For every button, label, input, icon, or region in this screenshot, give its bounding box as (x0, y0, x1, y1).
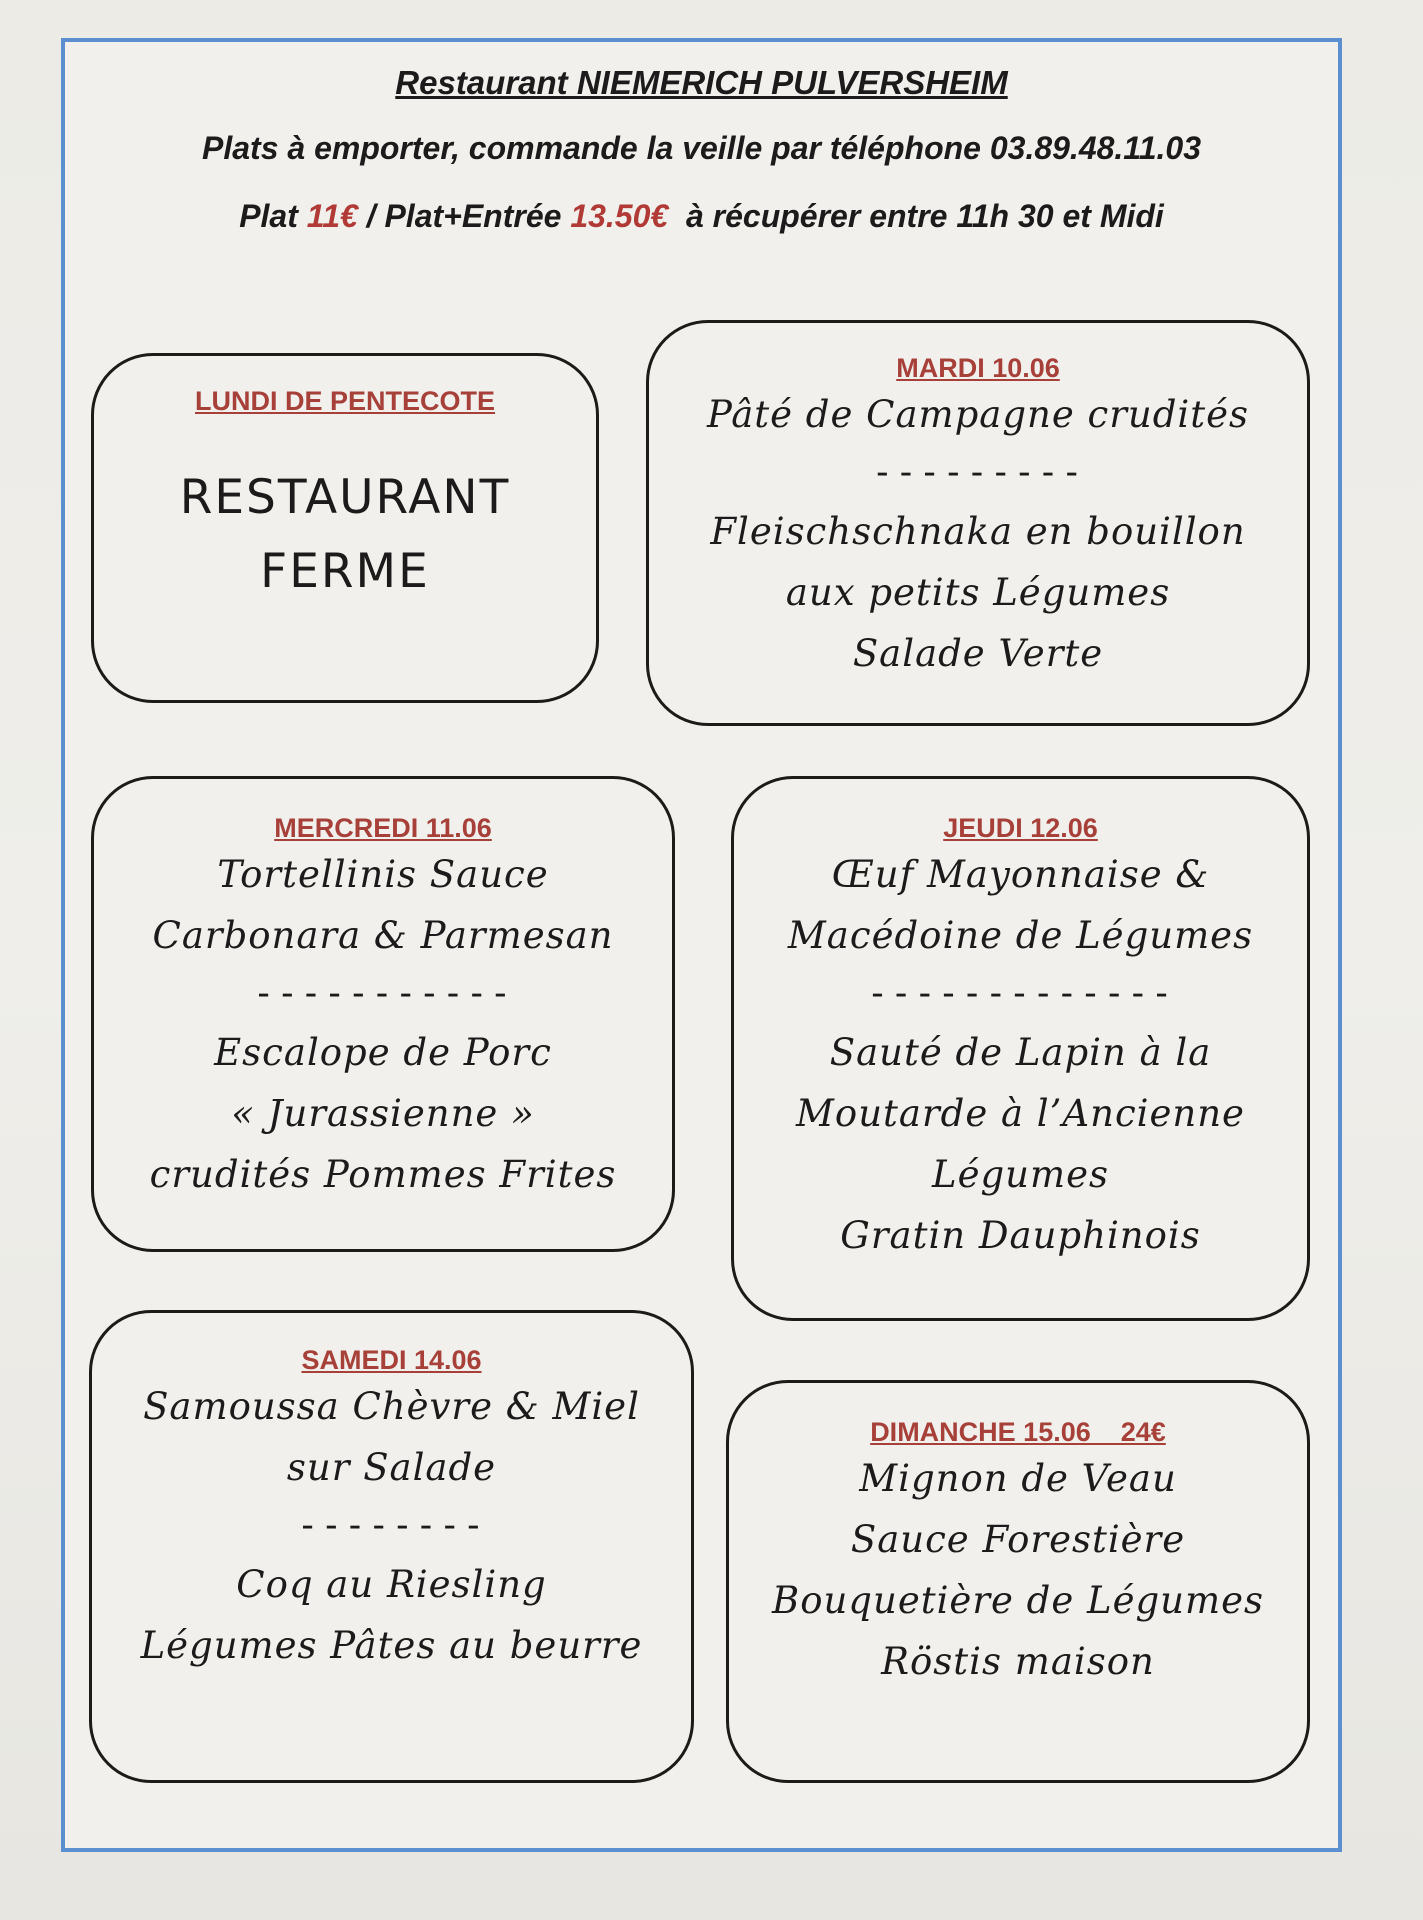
closed-line-2: FERME (260, 544, 430, 599)
day-label: MERCREDI 11.06 (274, 813, 492, 843)
separator: --------- (871, 452, 1085, 493)
dish-line: Fleischschnaka en bouillon (710, 510, 1246, 553)
pickup-time: à récupérer entre 11h 30 et Midi (668, 198, 1164, 234)
closed-line-1: RESTAURANT (179, 470, 511, 525)
menu-frame (61, 38, 1342, 1852)
price-label-plat: Plat (239, 198, 307, 234)
dish-line: Légumes (932, 1153, 1109, 1196)
dish-line: « Jurassienne » (231, 1092, 535, 1135)
dish-line: Sauce Forestière (850, 1518, 1186, 1561)
card-mardi (646, 320, 1310, 726)
dish-line: Moutarde à l’Ancienne (796, 1092, 1245, 1135)
separator: -------- (296, 1505, 487, 1546)
price-info (65, 198, 1338, 235)
dish-line: Pâté de Campagne crudités (706, 393, 1250, 436)
card-lundi (91, 353, 599, 703)
dish-line: Salade Verte (852, 632, 1104, 675)
dish-line: Macédoine de Légumes (787, 914, 1254, 957)
dish-line: Mignon de Veau (859, 1457, 1177, 1500)
card-mercredi (91, 776, 675, 1252)
day-label: MARDI 10.06 (896, 353, 1060, 383)
dish-line: Gratin Dauphinois (840, 1214, 1201, 1257)
dish-line: Œuf Mayonnaise & (831, 853, 1210, 896)
price-plat-entree: 13.50€ (570, 198, 669, 234)
card-samedi (89, 1310, 694, 1783)
dish-line: Tortellinis Sauce (217, 853, 549, 896)
dish-line: Légumes Pâtes au beurre (140, 1624, 643, 1667)
dish-line: crudités Pommes Frites (149, 1153, 617, 1196)
day-label: DIMANCHE 15.06 24€ (870, 1417, 1166, 1447)
day-label: SAMEDI 14.06 (301, 1345, 482, 1375)
separator: ------------- (866, 973, 1175, 1014)
dish-line: Sauté de Lapin à la (829, 1031, 1212, 1074)
dish-line: sur Salade (286, 1446, 497, 1489)
dish-line: Bouquetière de Légumes (772, 1579, 1264, 1622)
dish-line: Escalope de Porc (214, 1031, 552, 1074)
order-info: Plats à emporter, commande la veille par téléphone 03.89.48.11.03 (202, 130, 1201, 166)
price-label-entree: / Plat+Entrée (357, 198, 571, 234)
restaurant-title: Restaurant NIEMERICH PULVERSHEIM (395, 64, 1008, 101)
card-dimanche (726, 1380, 1310, 1783)
dish-line: Röstis maison (881, 1640, 1155, 1683)
separator: ----------- (252, 973, 514, 1014)
dish-line: Carbonara & Parmesan (152, 914, 614, 957)
price-plat: 11€ (306, 198, 358, 234)
dish-line: aux petits Légumes (785, 571, 1171, 614)
card-jeudi (731, 776, 1310, 1321)
day-label: LUNDI DE PENTECOTE (194, 386, 496, 416)
day-label: JEUDI 12.06 (943, 813, 1098, 843)
dish-line: Coq au Riesling (236, 1563, 547, 1606)
dish-line: Samoussa Chèvre & Miel (143, 1385, 640, 1428)
